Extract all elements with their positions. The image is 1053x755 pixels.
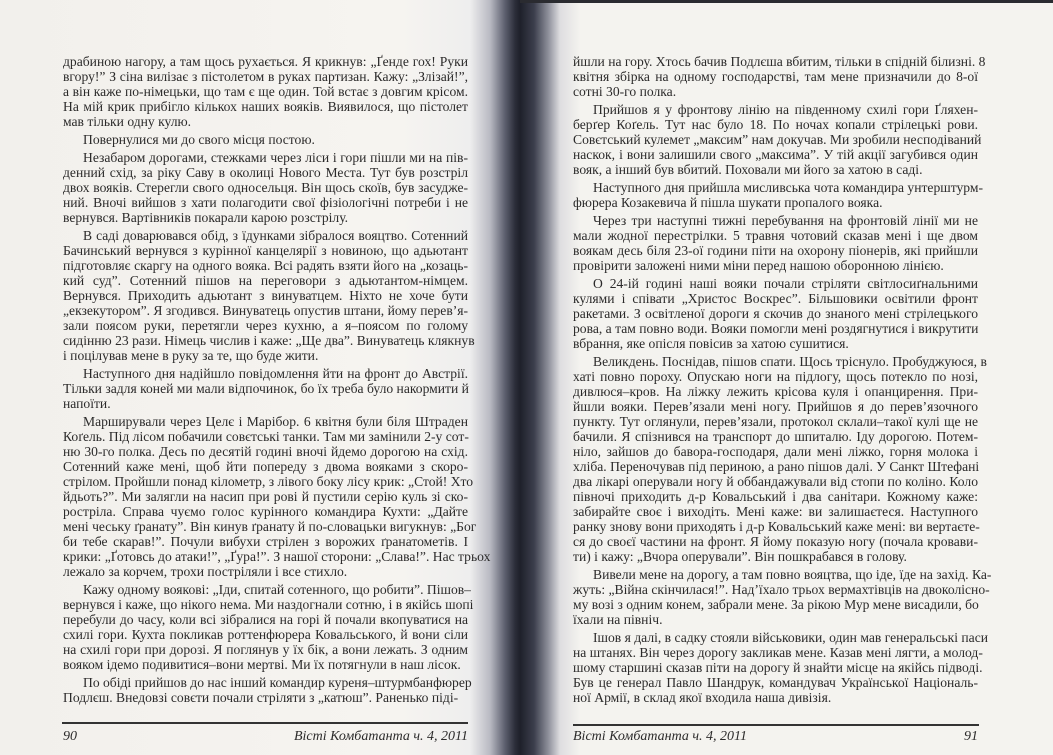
page-number: 91 <box>964 729 978 744</box>
text-line: перебули до часу, коли всі зібралися на горі й почали вкопуватися на <box>63 612 468 627</box>
paragraph <box>63 582 474 672</box>
text-line: Совєтський кулемет „максим” нам докучав. Ми зробили несподіваний <box>573 132 982 147</box>
text-line: Вивели мене на дорогу, а там повно вояцтва, що іде, їде на захід. Ка- <box>593 567 992 582</box>
text-line: Тільки задля коней ми мали відпочинок, бо їх треба було накормити й <box>63 381 469 396</box>
text-line: Був це генерал Павло Шандрук, командувач Української Національ- <box>573 675 978 690</box>
text-line: По обіді прийшов до нас інший командир куреня–штурмбанфюрер <box>83 675 472 690</box>
paragraph <box>573 354 987 564</box>
text-line: ся до своєї частини на фронт. Я йому показую ногу (почала кровави- <box>573 534 978 549</box>
text-line: Через три наступні тижні перебування на фронтовій лінії ми не <box>593 213 978 228</box>
page-footer <box>63 729 468 745</box>
text-line: ніло, зайшов до бавора-господаря, дали мені ліжко, горня молока і <box>573 444 978 459</box>
text-line: му возі з одним конем, забрали мене. За рікою Мур мене висадили, бо <box>573 597 979 612</box>
text-line: Наступного дня прийшла мисливська чота командира унтерштурм- <box>593 180 984 195</box>
text-line: Сотенний каже мені, щоб йти попереду з двома вояками з скоро- <box>63 459 468 474</box>
text-line: йшли на гору. Хтось бачив Подлєша вбитим, тільки в спідній білизні. 8 <box>573 54 986 69</box>
paragraph <box>63 132 468 147</box>
right-page <box>520 0 1053 755</box>
text-line: Ішов я далі, в садку стояли військовики, один мав генеральські паси <box>593 630 989 645</box>
text-line: кулями і співати „Христос Воскрес”. Більшовики освітили фронт <box>573 291 978 306</box>
text-line: драбиною нагору, а там щось рухається. Я крикнув: „Ґенде гох! Руки <box>63 54 468 69</box>
text-line: ної Армії, в склад якої входила наша дивізія. <box>573 690 832 705</box>
text-line: пункту. Тут оглянули, перев’язали, протокол склали–такої кулі ще не <box>573 414 978 429</box>
text-line: Подлєш. Внедовзі совєти почали стріляти з „катюш”. Раненько піді- <box>63 690 459 705</box>
text-line: жуть: „Війна скінчилася!”. Над’їхало трьох вермахтівців на двоколісно- <box>573 582 990 597</box>
paragraph <box>573 180 984 210</box>
text-line: півночі приходить д-р Ковальський і два санітари. Кожному каже: <box>573 489 978 504</box>
text-line: провірити заложені ними міни перед нашою оборонною лінією. <box>573 258 944 273</box>
text-line: мав тільки одну кулю. <box>63 114 192 129</box>
text-line: забирайте своє і виходіть. Мені каже: ви залишаєтеся. Наступного <box>573 504 978 519</box>
text-line: шому старшині сказав піти на дорогу й знайти місце на якійсь підводі. <box>573 660 983 675</box>
text-line: йдьоть?”. Ми залягли на насип при рові й пустили серію куль зі ско- <box>63 489 468 504</box>
text-line: наскок, і вони залишили свого „максима”. У тій акції загубився один <box>573 147 978 162</box>
text-line: кий суд”. Сотенний пішов на переговори з адьютантом-німцем. <box>63 273 468 288</box>
text-line: ти) і кажу: „Вчора оперували”. Він пошкрабався в голову. <box>573 549 907 564</box>
text-line: сотні 30-го полка. <box>573 84 677 99</box>
paragraph <box>63 54 468 129</box>
text-line: лежало за корчем, трохи постріляли і все стихло. <box>63 564 348 579</box>
text-line: Вернувся. Приходить адьютант з винуватцем. Ніхто не хоче бути <box>63 288 468 303</box>
text-line: би тебе скарав!”. Почули вибухи стрілен з ворожих ґранатометів. І <box>63 534 468 549</box>
text-line: В саді доварювався обід, з їдунками зібралося вояцтво. Сотенний <box>83 228 468 243</box>
text-line: напоїти. <box>63 396 111 411</box>
footer-rule <box>62 722 468 724</box>
text-line: ранку знову вони приходять і д-р Ковальський каже мені: ви вертаєте- <box>573 519 980 534</box>
text-line: Марширували через Целє і Марібор. 6 квітня були біля Штраден <box>83 414 468 429</box>
text-line: денний схід, за ріку Саву в околиці Нового Места. Тут був розстріл <box>63 165 468 180</box>
text-line: ракетами. З освітленої дороги я скочив до знаного мені стрілецького <box>573 306 978 321</box>
paragraph <box>573 567 992 627</box>
text-line: вернувся і каже, що нікого нема. Ми наздогнали сотню, і в якійсь шопі <box>63 597 474 612</box>
text-line: на схилі гори при дорозі. Я поглянув у їх бік, а вони лежать. З одним <box>63 642 468 657</box>
journal-title: Вісті Комбатанта ч. 4, 2011 <box>573 729 748 744</box>
left-page <box>0 0 520 755</box>
text-line: Прийшов я у фронтову лінію на південному схилі гори Ґляхен- <box>593 102 978 117</box>
paragraph <box>573 102 982 177</box>
paragraph <box>573 276 978 351</box>
text-line: вояк, а інший був вбитий. Поховали ми його за хатою в саді. <box>573 162 923 177</box>
text-line: хліба. Переночував під периною, а рано пішов далі. У Санкт Штефані <box>573 459 980 474</box>
text-line: Великдень. Поснідав, пішов спати. Щось тріснуло. Пробуджуюся, в <box>593 354 987 369</box>
text-line: сидінню 23 рази. Німець числив і каже: „Ще два”. Винуватець клякнув <box>63 333 475 348</box>
text-line: О 24-ій годині наші вояки почали стріляти світлосиґнальними <box>593 276 978 291</box>
text-line: ню 30-го полка. Десь по десятій годині вночі йдемо дорогою на схід. <box>63 444 468 459</box>
text-line: Наступного дня надійшло повідомлення йти на фронт до Австрії. <box>83 366 468 381</box>
text-line: бачили. Я спізнився на транспорт до шпиталю. Іду дорогою. Потем- <box>573 429 978 444</box>
paragraph <box>63 675 472 705</box>
text-line: двох вояків. Стерегли свого односельця. Він щось скоїв, був засудже- <box>63 180 468 195</box>
text-line: вояком ідемо подивитися–вони мертві. Ми їх потягнули в наш лісок. <box>63 657 461 672</box>
text-line: фюрера Козакевича й пішла шукати пропалого вояка. <box>573 195 883 210</box>
journal-title: Вісті Комбатанта ч. 4, 2011 <box>293 729 468 744</box>
text-line: воякам десь біля 23-ої години піти на охорону піонерів, які прийшли <box>573 243 978 258</box>
text-line: крики: „Ґотовсь до атаки!”, „Ґура!”. З нашої сторони: „Слава!”. Нас трьох <box>63 549 491 564</box>
paragraph <box>63 150 468 225</box>
text-line: рова, а там повно води. Вояки помогли мені роздягнутися і викрутити <box>573 321 979 336</box>
body-text <box>573 54 992 708</box>
text-line: ростріла. Справа чуємо голос курінного командира Кухти: „Дайте <box>63 504 468 519</box>
text-line: стрілом. Пройшли понад кілометр, з лівого боку лісу крик: „Стой! Хто <box>63 474 474 489</box>
text-line: схилі гори. Кухта покликав роттенфюрера Ковальського, й вони сіли <box>63 627 468 642</box>
text-line: Коґель. Під лісом побачили совєтські танки. Там ми замінили 2-у сот- <box>63 429 469 444</box>
text-line: На мій крик прибігло кількох наших вояків. Виявилося, що пістолет <box>63 99 468 114</box>
text-line: а він каже по-німецьки, що там є ще один. Той встає з довгим крісом. <box>63 84 468 99</box>
paragraph <box>63 228 475 363</box>
text-line: Бачинський вернувся з курінної канцелярії з новиною, що адьютант <box>63 243 468 258</box>
text-line: мали жодної перестрілки. 5 травня чотовий сказав мені і ще двом <box>573 228 978 243</box>
footer-rule <box>573 724 979 726</box>
text-line: „екзекутором”. Я згодився. Винуватець опустив штани, йому перев’я- <box>63 303 469 318</box>
text-line: дивлюся–кров. На ліжку лежить крісова куля і опанцирення. При- <box>573 384 978 399</box>
text-line: квітня збірка на одному господарстві, там мене призначили до 8-ої <box>573 69 978 84</box>
text-line: Повернулися ми до свого місця постою. <box>83 132 315 147</box>
text-line: Незабаром дорогами, стежками через ліси і гори пішли ми на пів- <box>83 150 468 165</box>
text-line: вгору!” З сіна вилізає з пістолетом в руках партизан. Кажу: „Злізай!”, <box>63 69 468 84</box>
body-text <box>63 54 491 708</box>
text-line: йшли вояки. Перев’язали мені ногу. Прийшов я до перев’язочного <box>573 399 978 414</box>
text-line: підготовляє скаргу на одного вояка. Всі радять взяти його на „козаць- <box>63 258 468 273</box>
paragraph <box>63 366 468 411</box>
text-line: вбрання, яке опісля повісив за хатою сушитися. <box>573 336 849 351</box>
paragraph <box>573 54 986 99</box>
text-line: на штанях. Він через дорогу закликав мене. Казав мені лягти, а молод- <box>573 645 983 660</box>
text-line: вернувся. Вартівників покарали карою розстрілу. <box>63 210 349 225</box>
text-line: мені чеську ґранату”. Він кинув ґранату й по-словацьки вигукнув: „Бог <box>63 519 477 534</box>
page-footer <box>573 729 978 745</box>
paragraph <box>573 213 978 273</box>
text-line: хаті повно пороху. Опускаю ноги на підлогу, щось потекло по нозі, <box>573 369 978 384</box>
text-line: два лікарі оперували ногу й оббандажували від стопи по коліно. Коло <box>573 474 978 489</box>
text-line: берґер Коґель. Тут нас було 18. По ночах копали стрілецькі рови. <box>573 117 978 132</box>
paragraph <box>63 414 491 579</box>
text-line: і поцілував мене в руку за те, що буде жити. <box>63 348 319 363</box>
text-line: Кажу одному воякові: „Іди, спитай сотенного, що робити”. Пішов– <box>83 582 471 597</box>
text-line: зали поясом руки, перетягли через кухню, а я–поясом по голому <box>63 318 468 333</box>
paragraph <box>573 630 989 705</box>
text-line: їхали на північ. <box>573 612 663 627</box>
page-number: 90 <box>63 729 77 744</box>
text-line: ний. Вночі вийшов з хати полагодити свої фізіологічні потреби і не <box>63 195 468 210</box>
